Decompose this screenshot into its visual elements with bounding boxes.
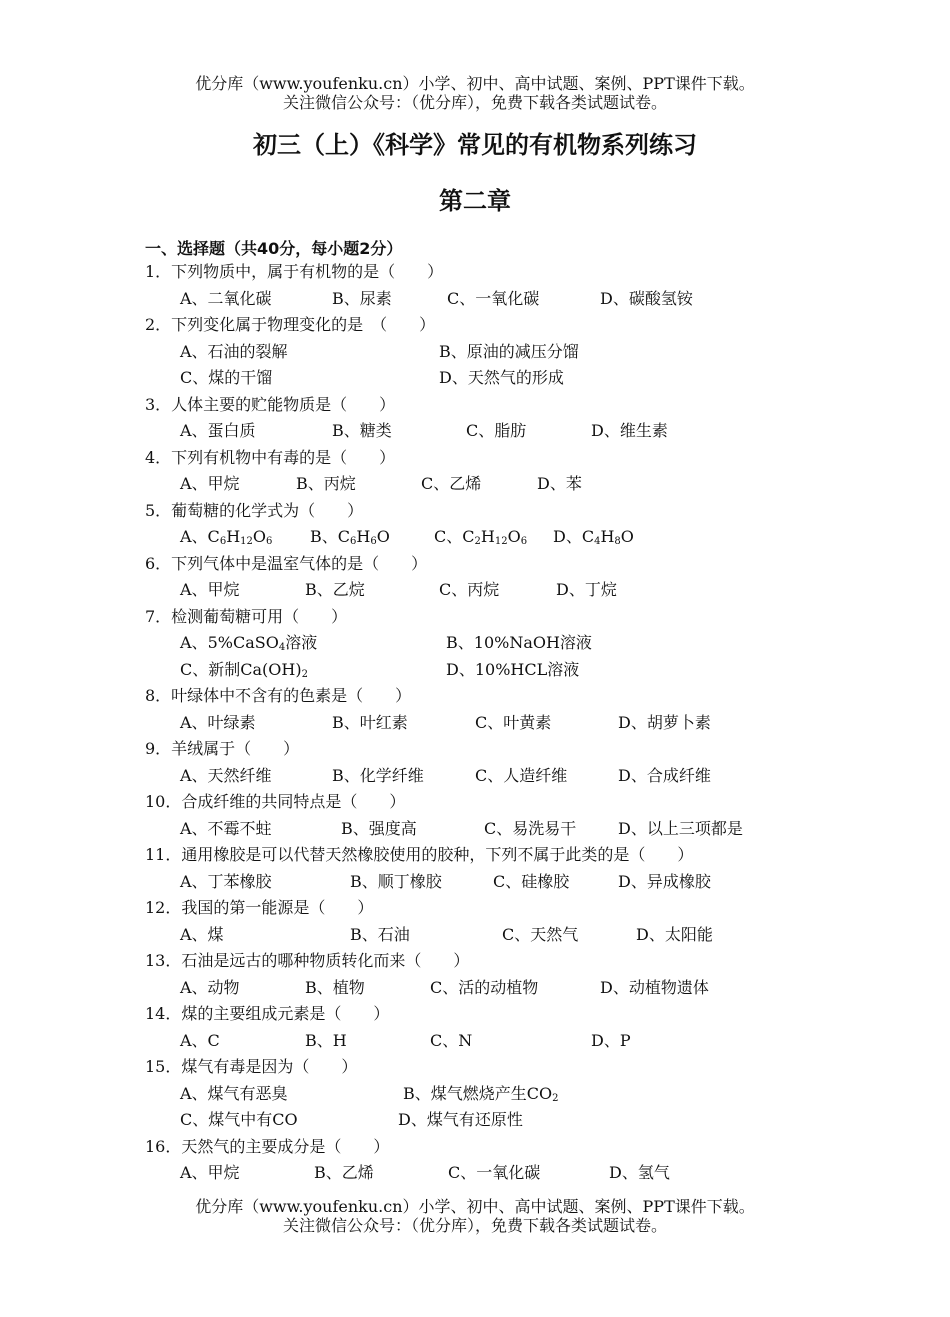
option-row	[145, 975, 835, 1002]
answer-option: D、碳酸氢铵	[600, 288, 693, 308]
answer-option: B、叶红素	[332, 712, 408, 732]
answer-option: D、$C_4H_8O$	[553, 527, 634, 547]
answer-option: C、叶黄素	[475, 712, 552, 732]
answer-option: B、石油	[350, 924, 410, 944]
answer-option: C、乙烯	[421, 474, 482, 493]
answer-option: D、天然气的形成	[439, 368, 564, 387]
question-stem: 13．石油是远古的哪种物质转化而来（ ）	[145, 951, 470, 970]
question-stem: 6．下列气体中是温室气体的是（ ）	[145, 553, 428, 573]
answer-option: A、动物	[180, 977, 240, 997]
answer-option: C、$C_2H_{12}O_6$	[434, 527, 528, 547]
question-stem: 7．检测葡萄糖可用（ ）	[145, 606, 348, 626]
answer-option: A、甲烷	[180, 580, 240, 599]
question-stem: 2．下列变化属于物理变化的是 （ ）	[145, 315, 436, 334]
answer-option: B、$C_6H_6O$	[310, 527, 390, 547]
answer-option: C、煤气中有CO	[180, 1110, 298, 1129]
answer-option: A、不霉不蛀	[180, 818, 272, 838]
question-stem: 8．叶绿体中不含有的色素是（ ）	[145, 686, 412, 705]
answer-option: A、$C_6H_{12}O_6$	[180, 527, 273, 547]
question-stem: 10．合成纤维的共同特点是（ ）	[145, 792, 406, 811]
option-row	[145, 710, 835, 737]
question-stem: 3．人体主要的贮能物质是（ ）	[145, 394, 396, 414]
answer-option: B、化学纤维	[332, 765, 424, 785]
header-line-1: 优分库（www.youfenku.cn）小学、初中、高中试题、案例、PPT课件下载。	[195, 74, 755, 93]
answer-option: B、尿素	[332, 288, 392, 308]
answer-option: B、原油的减压分馏	[439, 341, 579, 361]
option-row	[145, 816, 835, 843]
question-stem: 11．通用橡胶是可以代替天然橡胶使用的胶种，下列不属于此类的是（ ）	[145, 845, 694, 864]
section-heading: 一、选择题（共40分，每小题2分）	[145, 239, 403, 258]
answer-option: C、人造纤维	[475, 765, 568, 785]
answer-option: C、一氧化碳	[447, 288, 540, 308]
answer-option: D、丁烷	[556, 580, 617, 599]
answer-option: C、煤的干馏	[180, 368, 273, 387]
answer-option: B、乙烷	[305, 580, 365, 599]
answer-option: C、新制$Ca(OH)_2$	[180, 659, 308, 680]
answer-option: C、脂肪	[466, 421, 527, 440]
option-row	[145, 418, 835, 445]
question-stem: 1．下列物质中，属于有机物的是（ ）	[145, 262, 444, 281]
answer-option: D、苯	[537, 474, 582, 493]
option-row	[145, 1107, 835, 1134]
answer-option: B、H	[305, 1030, 347, 1050]
header-line-2: 关注微信公众号：（优分库），免费下载各类试题试卷。	[282, 93, 667, 112]
answer-option: C、丙烷	[439, 580, 500, 599]
chapter-title: 第二章	[439, 187, 511, 215]
answer-option: A、石油的裂解	[180, 341, 288, 361]
answer-option: C、N	[430, 1030, 473, 1050]
answer-option: D、异成橡胶	[618, 871, 711, 891]
answer-option: B、顺丁橡胶	[350, 871, 442, 891]
answer-option: B、强度高	[341, 818, 417, 838]
answer-option: D、氢气	[609, 1163, 670, 1182]
question-stem: 12．我国的第一能源是（ ）	[145, 898, 374, 917]
page-header	[0, 74, 950, 112]
answer-option: C、硅橡胶	[493, 871, 570, 891]
answer-option: B、丙烷	[296, 474, 356, 493]
answer-option: C、易洗易干	[484, 818, 577, 838]
answer-option: A、蛋白质	[180, 421, 256, 440]
answer-option: D、10%HCL溶液	[446, 659, 580, 679]
answer-option: A、二氧化碳	[180, 288, 272, 308]
question-stem: 14．煤的主要组成元素是（ ）	[145, 1004, 390, 1023]
footer-line-1: 优分库（www.youfenku.cn）小学、初中、高中试题、案例、PPT课件下载。	[195, 1197, 755, 1216]
question-stem: 9．羊绒属于（ ）	[145, 739, 300, 758]
answer-option: D、P	[591, 1030, 631, 1050]
answer-option: D、维生素	[591, 421, 668, 440]
option-row	[145, 657, 835, 684]
option-row	[145, 365, 835, 392]
answer-option: B、煤气燃烧产生$CO_2$	[403, 1083, 559, 1104]
option-row	[145, 577, 835, 604]
option-row	[145, 1028, 835, 1055]
page-footer	[0, 1197, 950, 1235]
answer-option: D、煤气有还原性	[398, 1110, 523, 1129]
answer-option: A、5%CaSO$_4$溶液	[180, 633, 318, 653]
answer-option: A、甲烷	[180, 1163, 240, 1182]
question-list	[145, 259, 835, 1187]
answer-option: B、植物	[305, 977, 365, 997]
option-row	[145, 1081, 835, 1108]
answer-option: A、天然纤维	[180, 765, 272, 785]
answer-option: A、煤	[180, 924, 224, 944]
question-stem: 16．天然气的主要成分是（ ）	[145, 1136, 390, 1156]
answer-option: C、天然气	[502, 924, 579, 944]
option-row	[145, 869, 835, 896]
answer-option: A、煤气有恶臭	[180, 1083, 288, 1103]
option-row	[145, 339, 835, 366]
question-stem: 15．煤气有毒是因为（ ）	[145, 1057, 358, 1076]
option-row	[145, 922, 835, 949]
option-row	[145, 630, 835, 657]
option-row	[145, 763, 835, 790]
question-stem: 4．下列有机物中有毒的是（ ）	[145, 447, 396, 467]
answer-option: D、以上三项都是	[618, 818, 743, 838]
answer-option: A、叶绿素	[180, 712, 256, 732]
footer-line-2: 关注微信公众号：（优分库），免费下载各类试题试卷。	[282, 1216, 667, 1235]
question-stem: 5．葡萄糖的化学式为（ ）	[145, 500, 364, 520]
page-title: 初三（上）《科学》常见的有机物系列练习	[253, 131, 697, 159]
option-row	[145, 286, 835, 313]
answer-option: D、太阳能	[636, 924, 713, 944]
option-row	[145, 1160, 835, 1187]
answer-option: A、C	[180, 1030, 220, 1050]
answer-option: B、乙烯	[314, 1163, 374, 1182]
answer-option: B、10%NaOH溶液	[446, 633, 592, 652]
answer-option: C、一氧化碳	[448, 1163, 541, 1182]
answer-option: B、糖类	[332, 421, 392, 440]
option-row	[145, 524, 835, 551]
answer-option: A、丁苯橡胶	[180, 871, 272, 891]
answer-option: D、合成纤维	[618, 765, 711, 785]
answer-option: A、甲烷	[180, 474, 240, 493]
answer-option: D、动植物遗体	[600, 977, 709, 997]
option-row	[145, 471, 835, 498]
answer-option: D、胡萝卜素	[618, 712, 711, 732]
answer-option: C、活的动植物	[430, 977, 539, 997]
